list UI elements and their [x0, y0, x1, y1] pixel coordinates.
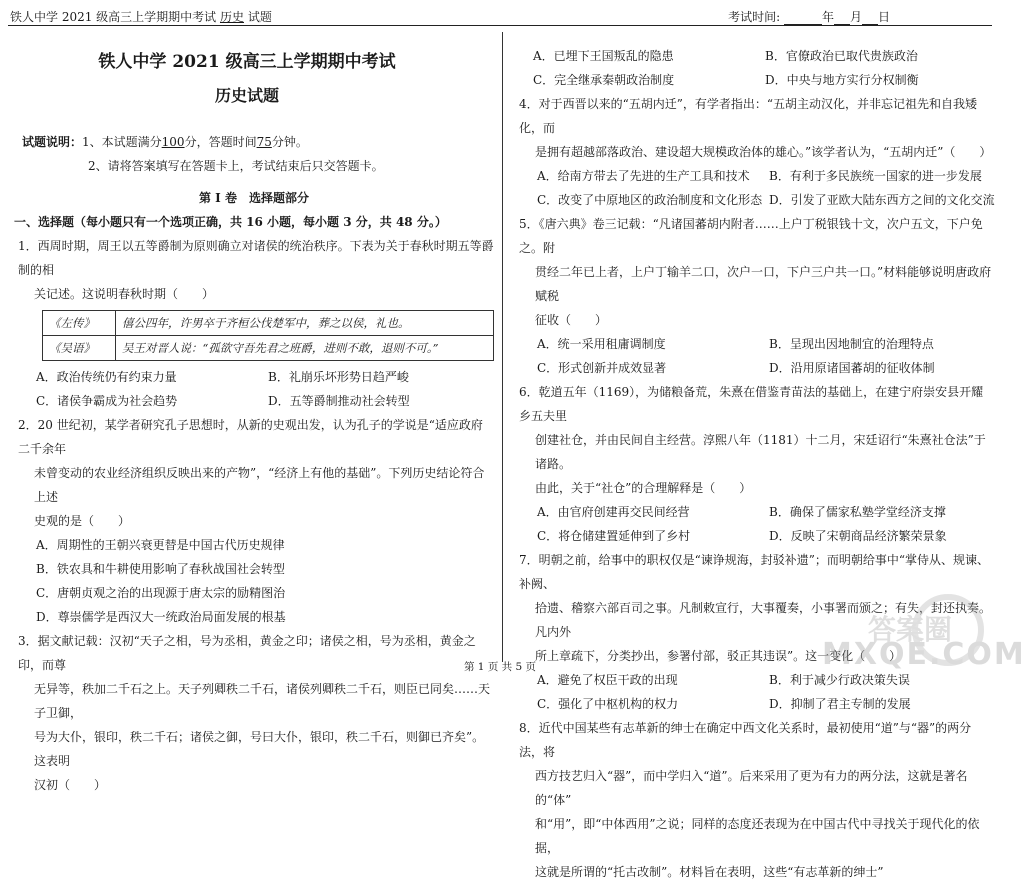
option-c[interactable]: C．诸侯争霸成为社会趋势 — [36, 394, 178, 408]
table-book: 《吴语》 — [43, 336, 116, 361]
question-8-line-1: 8．近代中国某些有志革新的绅士在确定中西文化关系时，最初使用“道”与“器”的两分法，将 — [519, 721, 972, 759]
question-6-line-1: 6．乾道五年（1169），为储粮备荒，朱熹在借鉴青苗法的基础上，在建宁府崇安县开耀乡五夫里 — [519, 385, 984, 423]
option-d[interactable]: D．引发了亚欧大陆东西方之间的文化交流 — [769, 193, 995, 207]
option-row — [519, 692, 995, 716]
question-5-line-1: 5．《唐六典》卷三记载：“凡诸国蕃胡内附者……上户丁税银钱十文，次户五文，下户免之。附 — [519, 217, 983, 255]
section-title: 第 I 卷 选择题部分 — [199, 191, 309, 205]
option-d[interactable]: D．五等爵制推动社会转型 — [268, 394, 410, 408]
option-row — [519, 500, 995, 524]
header-subject: 历史 — [219, 10, 244, 24]
day-blank — [862, 12, 878, 25]
table-text: 僖公四年，许男卒于齐桓公伐楚军中，葬之以侯，礼也。 — [116, 311, 494, 336]
header-time-label: 考试时间: — [728, 10, 784, 24]
right-column — [515, 44, 995, 884]
question-2 — [14, 413, 494, 629]
question-3-line-3: 号为大仆，银印，秩二千石；诸侯之御，号曰大仆，银印，秩二千石，则御已齐矣”。这表明 — [34, 730, 485, 768]
option-d[interactable]: D．尊崇儒学是西汉大一统政治局面发展的根基 — [36, 610, 286, 624]
question-6 — [515, 380, 995, 548]
header-rule — [8, 25, 992, 26]
note-1-b: 分，答题时间 — [184, 135, 257, 149]
option-b[interactable]: B．礼崩乐坏形势日趋严峻 — [268, 370, 409, 384]
header-year: 年 — [821, 10, 834, 24]
exam-notes — [14, 130, 494, 178]
question-7-line-2: 拾遗、稽察六部百司之事。凡制敕宣行，大事覆奏，小事署而颁之；有失，封还执奏。凡内外 — [535, 601, 992, 639]
page-footer: 第 1 页 共 5 页 — [463, 661, 537, 673]
option-b[interactable]: B．有利于多民族统一国家的进一步发展 — [769, 169, 982, 183]
question-4 — [515, 92, 995, 212]
table-text: 吴王对晋人说：“孤欲守吾先君之班爵，进则不敢，退则不可。” — [116, 336, 494, 361]
option-row — [515, 44, 995, 68]
option-c[interactable]: C．形式创新并成效显著 — [537, 361, 667, 375]
full-score: 100 — [161, 135, 185, 149]
header-day: 日 — [877, 10, 890, 24]
option-a[interactable]: A．统一采用租庸调制度 — [537, 337, 666, 351]
option-row — [18, 365, 494, 389]
header-exam-name: 铁人中学 2021 级高三上学期期中考试 — [10, 10, 220, 24]
option-a[interactable]: A．已埋下王国叛乱的隐患 — [533, 49, 674, 63]
page-header-left — [10, 8, 272, 25]
year-blank — [784, 12, 822, 25]
question-7-line-1: 7．明朝之前，给事中的职权仅是“谏诤规海，封驳补遗”；而明朝给事中“掌侍从、规谏、补阙、 — [519, 553, 990, 591]
option-row — [18, 389, 494, 413]
column-divider — [502, 32, 503, 662]
question-3 — [14, 629, 494, 797]
question-8 — [515, 716, 995, 884]
option-b[interactable]: B．确保了儒家私塾学堂经济支撑 — [769, 505, 946, 519]
question-3-line-4: 汉初（ ） — [34, 778, 107, 792]
question-2-line-3: 史观的是（ ） — [34, 514, 131, 528]
option-c[interactable]: C．完全继承秦朝政治制度 — [533, 73, 675, 87]
option-row — [519, 164, 995, 188]
option-a[interactable]: A．政治传统仍有约束力量 — [36, 370, 177, 384]
option-c[interactable]: C．改变了中原地区的政治制度和文化形态 — [537, 193, 763, 207]
left-column — [14, 48, 494, 797]
option-d[interactable]: D．中央与地方实行分权制衡 — [765, 73, 919, 87]
option-a[interactable]: A．给南方带去了先进的生产工具和技术 — [537, 169, 750, 183]
answer-time: 75 — [256, 135, 272, 149]
question-4-line-1: 4．对于西晋以来的“五胡内迁”，有学者指出：“五胡主动汉化，并非忘记祖先和自我矮化，而 — [519, 97, 978, 135]
option-row — [515, 68, 995, 92]
question-3-line-2: 无异等，秩加二千石之上。天子列卿秩二千石，诸侯列卿秩二千石，则臣已同矣……天子卫御， — [34, 682, 491, 720]
question-1-line-2: 关记述。这说明春秋时期（ ） — [34, 287, 215, 301]
option-a[interactable]: A．避免了权臣干政的出现 — [537, 673, 678, 687]
exam-title: 铁人中学 2021 级高三上学期期中考试 — [98, 52, 396, 72]
option-b[interactable]: B．利于减少行政决策失误 — [769, 673, 910, 687]
source-table — [42, 310, 494, 361]
header-suffix: 试题 — [244, 10, 272, 24]
question-1 — [14, 234, 494, 413]
option-b[interactable]: B．铁农具和牛耕使用影响了春秋战国社会转型 — [36, 562, 285, 576]
watermark-logo — [822, 594, 1026, 672]
question-8-line-4: 这就是所谓的“托古改制”。材料旨在表明，这些“有志革新的绅士” — [535, 865, 884, 879]
question-5 — [515, 212, 995, 380]
table-row — [43, 311, 494, 336]
note-1-c: 分钟。 — [271, 135, 308, 149]
note-2: 2、请将答案填写在答题卡上，考试结束后只交答题卡。 — [88, 159, 384, 173]
watermark-sub: 答案圈 — [868, 613, 953, 646]
question-7-line-3: 所上章疏下，分类抄出，参署付部，驳正其违误”。这一变化（ ） — [535, 649, 902, 663]
option-a[interactable]: A．由官府创建再交民间经营 — [537, 505, 690, 519]
header-month: 月 — [849, 10, 862, 24]
question-2-line-1: 2．20 世纪初，某学者研究孔子思想时，从新的史观出发，认为孔子的学说是“适应政府二千余年 — [18, 418, 483, 456]
option-d[interactable]: D．抑制了君主专制的发展 — [769, 697, 911, 711]
note-1-a: 1、本试题满分 — [82, 135, 162, 149]
section-subtitle: 一、选择题（每小题只有一个选项正确，共 16 小题，每小题 3 分，共 48 分。） — [14, 215, 447, 229]
option-c[interactable]: C．唐朝贞观之治的出现源于唐太宗的励精图治 — [36, 586, 286, 600]
option-c[interactable]: C．将仓储建置延伸到了乡村 — [537, 529, 691, 543]
option-c[interactable]: C．强化了中枢机构的权力 — [537, 697, 679, 711]
question-5-line-3: 征收（ ） — [535, 313, 608, 327]
exam-subtitle: 历史试题 — [214, 86, 279, 105]
option-row — [519, 524, 995, 548]
option-row — [519, 188, 995, 212]
notes-label: 试题说明： — [22, 135, 83, 149]
table-book: 《左传》 — [43, 311, 116, 336]
question-2-line-2: 未曾变动的农业经济组织反映出来的产物”，“经济上有他的基础”。下列历史结论符合上述 — [34, 466, 485, 504]
question-8-line-3: 和“用”，即“中体西用”之说；同样的态度还表现为在中国古代中寻找关于现代化的依据， — [535, 817, 980, 855]
question-6-line-3: 由此，关于“社仓”的合理解释是（ ） — [535, 481, 752, 495]
question-6-line-2: 创建社仓，并由民间自主经营。淳熙八年（1181）十二月，宋廷诏行“朱熹社仓法”于诸路。 — [535, 433, 986, 471]
month-blank — [834, 12, 850, 25]
watermark-text: MXQE.COM — [822, 637, 1026, 672]
note-1 — [14, 130, 494, 154]
table-row — [43, 336, 494, 361]
question-5-line-2: 贯经二年已上者，上户丁输羊二口，次户一口，下户三户共一口。”材料能够说明唐政府赋税 — [535, 265, 992, 303]
question-8-line-2: 西方技艺归入“器”，而中学归入“道”。后来采用了更为有力的两分法，这就是著名的“体” — [535, 769, 968, 807]
page-header-right — [728, 8, 890, 25]
option-b[interactable]: B．官僚政治已取代贵族政治 — [765, 49, 918, 63]
option-row — [519, 356, 995, 380]
option-a[interactable]: A．周期性的王朝兴衰更替是中国古代历史规律 — [36, 538, 285, 552]
option-b[interactable]: B．呈现出因地制宜的治理特点 — [769, 337, 934, 351]
option-d[interactable]: D．沿用原诸国蕃胡的征收体制 — [769, 361, 935, 375]
option-row — [519, 332, 995, 356]
question-4-line-2: 是拥有超越部落政治、建设超大规模政治体的雄心。”该学者认为，“五胡内迁”（ ） — [535, 145, 992, 159]
question-1-line-1: 1．西周时期，周王以五等爵制为原则确立对诸侯的统治秩序。下表为关于春秋时期五等爵制的相 — [18, 239, 494, 277]
question-3-line-1: 3．据文献记载：汉初“天子之相，号为丞相，黄金之印；诸侯之相，号为丞相，黄金之印，而尊 — [18, 634, 476, 672]
option-d[interactable]: D．反映了宋朝商品经济繁荣景象 — [769, 529, 947, 543]
